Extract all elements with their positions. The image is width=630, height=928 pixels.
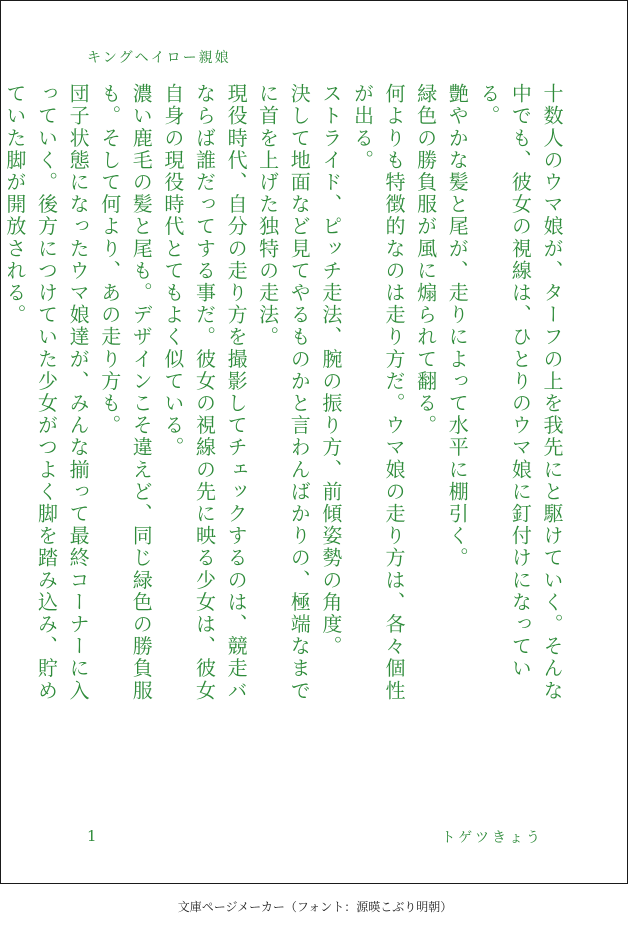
- paragraph: 十数人のウマ娘が、ターフの上を我先にと駆けていく。そんな中でも、彼女の視線は、ひとりのウマ娘に釘付けになっている。: [476, 83, 564, 702]
- paragraph: 濃い鹿毛の髪と尾も。デザインこそ違えど、同じ緑色の勝負服も。そして何より、あの走り方も。: [97, 83, 154, 702]
- paragraph: 何よりも特徴的なのは走り方だ。ウマ娘の走り方は、各々個性が出る。: [350, 83, 407, 702]
- paragraph: ストライド、ピッチ走法、腕の振り方、前傾姿勢の角度。: [318, 83, 343, 658]
- running-title: キングヘイロー親娘: [87, 50, 231, 66]
- paragraph: 決して地面など見てやるものかと言わんばかりの、極端なまでに首を上げた独特の走法。: [255, 83, 312, 702]
- page-number: 1: [87, 827, 97, 845]
- vertical-body-text: [0, 83, 567, 723]
- paragraph: 緑色の勝負服が風に煽られて翻る。: [413, 83, 438, 437]
- generator-credit: 文庫ページメーカー（フォント：源暎こぶり明朝）: [177, 900, 453, 914]
- author-name: トゲツきょう: [441, 830, 543, 846]
- paragraph: 現役時代、自分の走り方を撮影してチェックするのは、競走バならば誰だってする事だ。彼女の視線の先に映る少女は、彼女自身の現役時代とてもよく似ている。: [160, 83, 249, 702]
- paragraph: 団子状態になったウマ娘達が、みんな揃って最終コーナーに入っていく。後方につけていた少女がつよく脚を踏み込み、貯めていた脚が開放される。: [2, 83, 91, 702]
- paragraph: 艶やかな髪と尾が、走りによって水平に棚引く。: [445, 83, 470, 570]
